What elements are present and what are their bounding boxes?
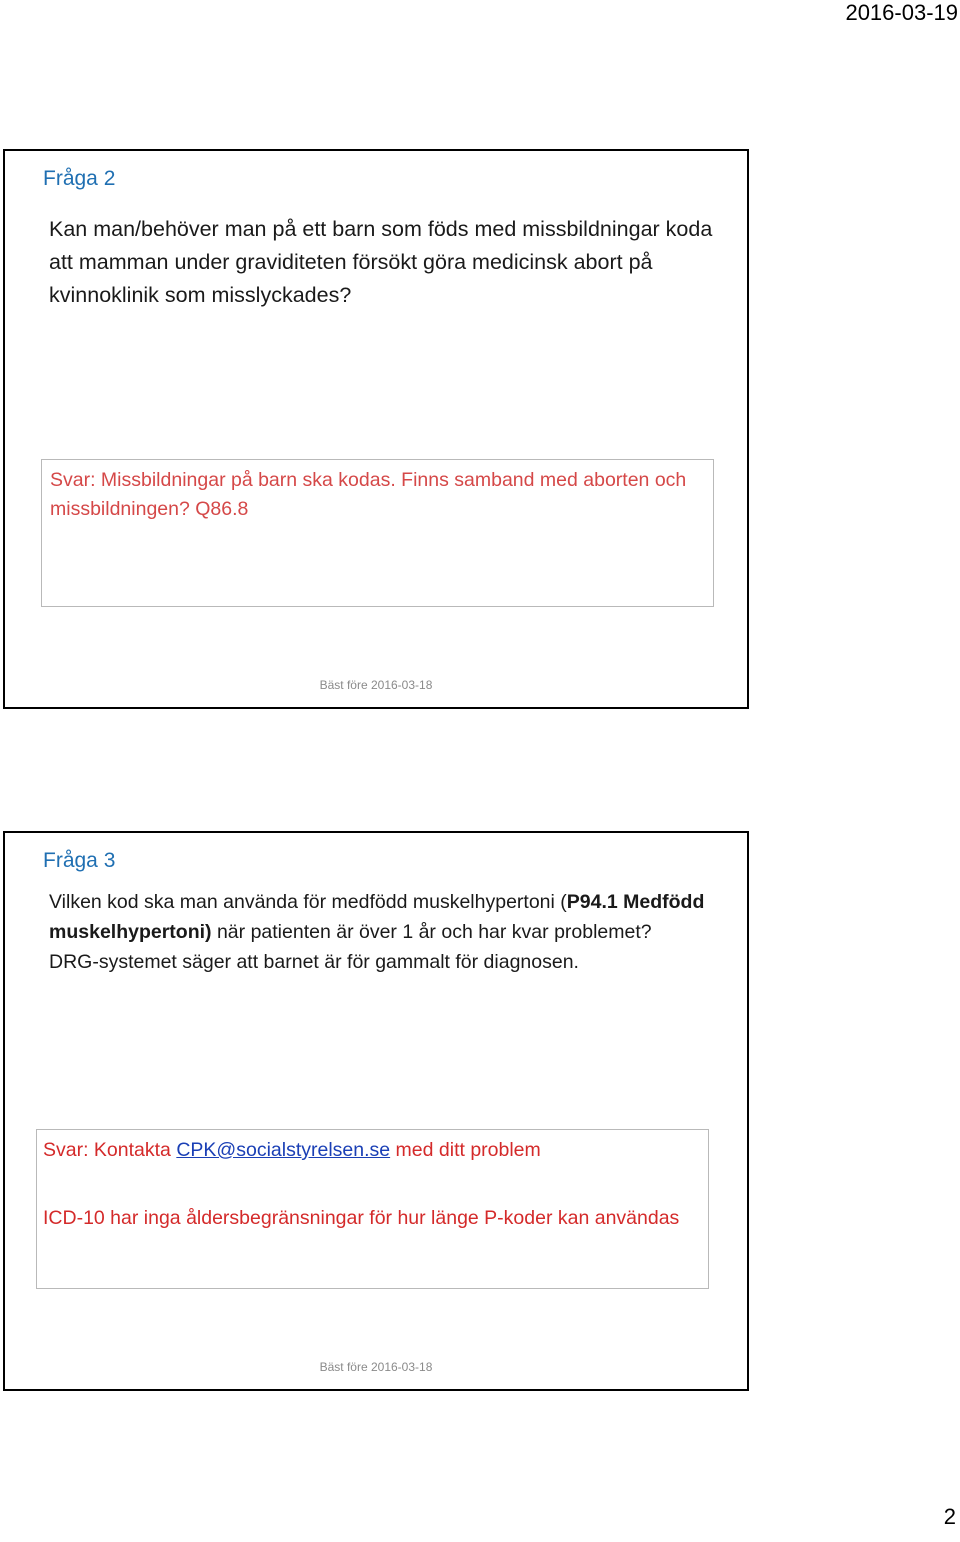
question-line2: DRG-systemet säger att barnet är för gammalt för diagnosen.: [49, 951, 579, 973]
print-date: 2016-03-19: [845, 0, 958, 25]
question-text: Kan man/behöver man på ett barn som föds med missbildningar koda att mamman under graviditeten försökt göra medicinsk abort på kvinnoklinik som misslyckades?: [49, 217, 713, 307]
answer-suffix: med ditt problem: [390, 1139, 541, 1161]
question-code-bold: P94.1 Medfödd muskelhypertoni): [49, 891, 705, 943]
slide-title: Fråga 2: [43, 167, 116, 190]
answer-note: ICD-10 har inga åldersbegränsningar för hur länge P-koder kan användas: [43, 1207, 680, 1229]
question-part1: Vilken kod ska man använda för medfödd muskelhypertoni (: [49, 891, 567, 913]
email-link[interactable]: CPK@socialstyrelsen.se: [176, 1139, 391, 1161]
slide-title: Fråga 3: [43, 849, 116, 872]
slide-fraga-2: [3, 149, 749, 709]
question-part2: när patienten är över 1 år och har kvar problemet?: [211, 921, 652, 943]
question-text: [49, 887, 729, 977]
slide-footer: Bäst före 2016-03-18: [319, 1360, 433, 1374]
slide-fraga-3: [3, 831, 749, 1391]
answer-box: [36, 1129, 709, 1289]
answer-text: [43, 1136, 541, 1165]
page-number: 2: [943, 1504, 956, 1529]
answer-text: Svar: Missbildningar på barn ska kodas. Finns samband med aborten och missbildningen? Q86.8: [50, 469, 687, 520]
answer-prefix: Svar: Kontakta: [43, 1139, 177, 1161]
slide-footer: Bäst före 2016-03-18: [319, 678, 433, 692]
answer-box: [41, 459, 714, 607]
